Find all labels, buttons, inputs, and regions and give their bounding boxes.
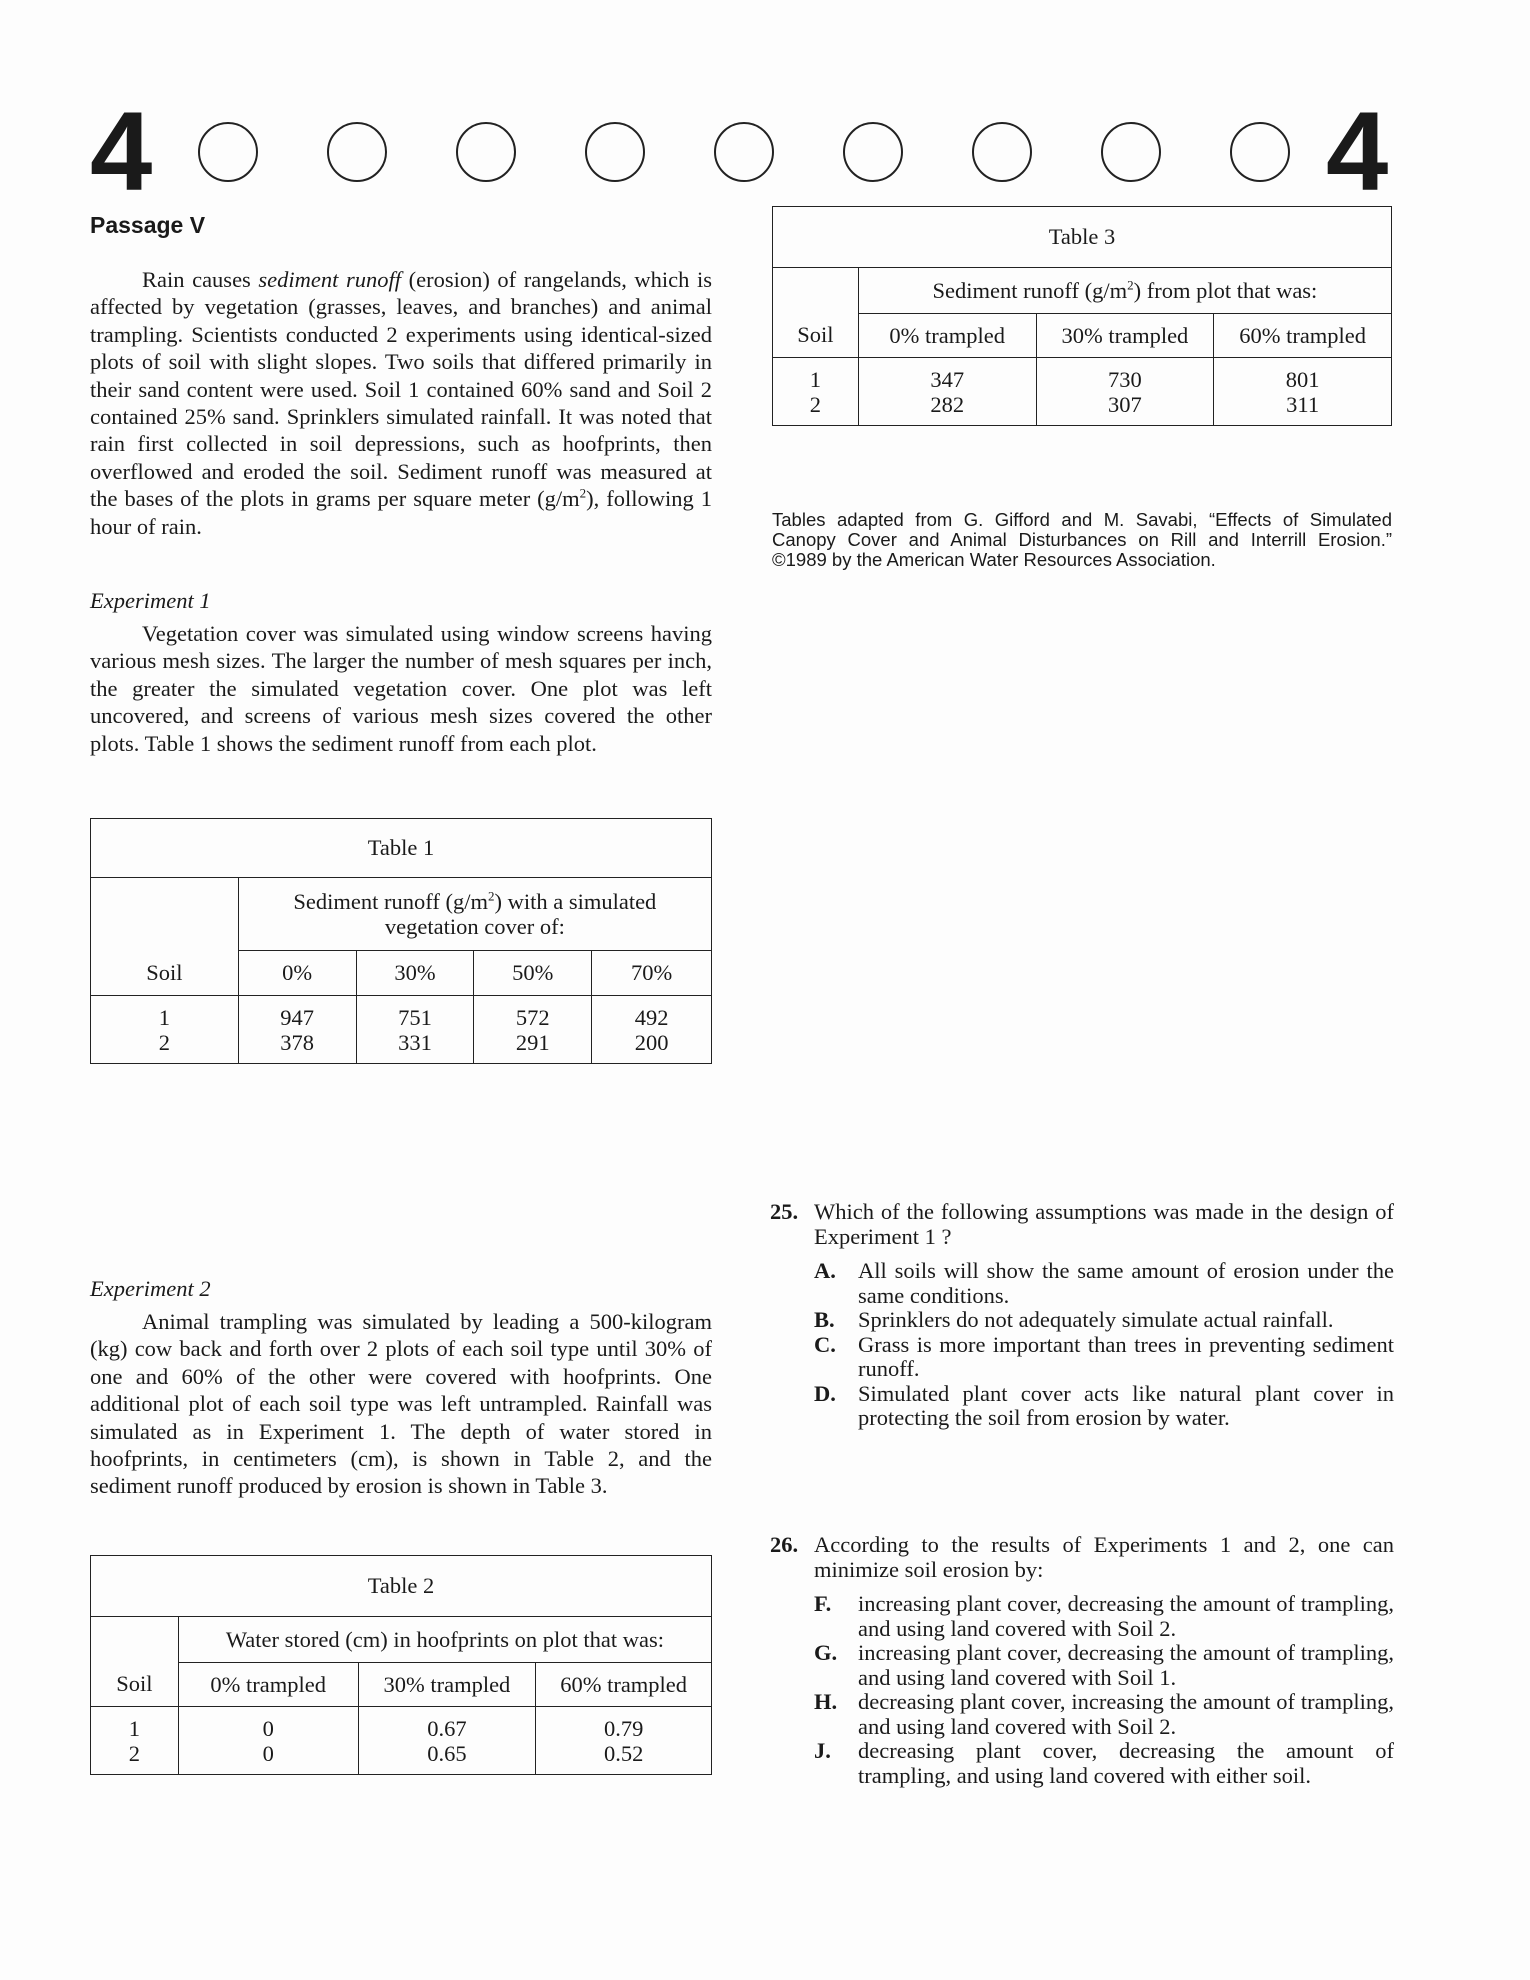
answer-option[interactable]: F. increasing plant cover, decreasing the amount of trampling, and using land covered with Soil 2. — [814, 1591, 1394, 1641]
answer-bubble-9 — [1230, 122, 1290, 182]
table-2-cell: 0.79 0.52 — [536, 1707, 712, 1775]
intro-text-3: ), following 1 hour of rain. — [90, 486, 712, 539]
passage-title: Passage V — [90, 212, 206, 238]
table-3-header: Sediment runoff $(g/m^2)$ from plot that was: — [858, 268, 1391, 314]
table-3-title: Table 3 — [773, 207, 1392, 268]
table-2-header: Water stored (cm) in hoofprints on plot that was: — [178, 1617, 711, 1663]
intro-superscript: 2 — [579, 485, 587, 501]
table-2-cell: 0.67 0.65 — [358, 1707, 536, 1775]
table-1-header: Sediment runoff $(g/m^2)$ with a simulated vegetation cover of: — [238, 878, 711, 951]
answer-bubble-4 — [585, 122, 645, 182]
table-1-cell: 947 378 — [238, 996, 356, 1064]
question-number: 26. — [770, 1532, 799, 1557]
table-3-col-header: 30% trampled — [1036, 314, 1214, 358]
intro-text-1: Rain causes — [142, 267, 259, 292]
answer-bubble-8 — [1101, 122, 1161, 182]
answer-option[interactable]: G. increasing plant cover, decreasing the amount of trampling, and using land covered with Soil 1. — [814, 1640, 1394, 1690]
table-3-cell: 730 307 — [1036, 358, 1214, 426]
table-1-cell: 572 291 — [474, 996, 592, 1064]
answer-option[interactable]: D. Simulated plant cover acts like natural plant cover in protecting the soil from erosion by water. — [814, 1380, 1394, 1430]
question-25 — [770, 1200, 1394, 1431]
table-2-col-header: 30% trampled — [358, 1663, 536, 1707]
experiment-1-text: Vegetation cover was simulated using window screens having various mesh sizes. The larger the number of mesh squares per inch, the greater the simulated vegetation cover. One plot was left uncovered, and screens of various mesh sizes covered the other plots. Table 1 shows the sediment runoff from each plot. — [90, 621, 712, 756]
table-1-col-header: 0% — [238, 951, 356, 996]
section-number-right: 4 — [1326, 89, 1389, 214]
table-3 — [772, 206, 1392, 426]
table-1-col-header: 50% — [474, 951, 592, 996]
answer-option[interactable]: A. All soils will show the same amount of erosion under the same conditions. — [814, 1258, 1394, 1308]
answer-bubble-6 — [843, 122, 903, 182]
experiment-1-title: Experiment 1 — [90, 588, 211, 613]
table-2 — [90, 1555, 712, 1775]
answer-bubble-5 — [714, 122, 774, 182]
table-1-cell: 492 200 — [592, 996, 712, 1064]
table-3-cell: 801 311 — [1214, 358, 1392, 426]
table-1-col-header: 70% — [592, 951, 712, 996]
table-3-row-header: Soil — [773, 314, 859, 358]
section-number-left: 4 — [90, 89, 153, 214]
table-2-col-header: 0% trampled — [178, 1663, 358, 1707]
question-26 — [770, 1533, 1394, 1788]
question-number: 25. — [770, 1199, 799, 1224]
answer-bubble-3 — [456, 122, 516, 182]
answer-bubble-7 — [972, 122, 1032, 182]
table-3-col-header: 60% trampled — [1214, 314, 1392, 358]
table-1-col-header: 30% — [356, 951, 474, 996]
table-3-soil-cell: 1 2 — [773, 358, 859, 426]
table-2-col-header: 60% trampled — [536, 1663, 712, 1707]
intro-term: sediment runoff — [258, 267, 401, 292]
table-1-soil-cell: 1 2 — [91, 996, 239, 1064]
table-3-cell: 347 282 — [858, 358, 1036, 426]
experiment-2-title: Experiment 2 — [90, 1276, 211, 1301]
experiment-2-text: Animal trampling was simulated by leading a 500-kilogram (kg) cow back and forth over 2 plots of each soil type until 30% of one and 60% of the other were covered with hoofprints. One additional plot of each soil type was left untrampled. Rainfall was simulated as in Experiment 1. The depth of water stored in hoofprints, in centimeters (cm), is shown in Table 2, and the sediment runoff produced by erosion is shown in Table 3. — [90, 1309, 712, 1499]
table-1-row-header: Soil — [91, 951, 239, 996]
table-1 — [90, 818, 712, 1064]
answer-option[interactable]: H. decreasing plant cover, increasing the amount of trampling, and using land covered with Soil 2. — [814, 1689, 1394, 1739]
answer-bubble-1 — [198, 122, 258, 182]
table-1-cell: 751 331 — [356, 996, 474, 1064]
answer-option[interactable]: C. Grass is more important than trees in preventing sediment runoff. — [814, 1331, 1394, 1381]
table-2-title: Table 2 — [91, 1556, 712, 1617]
answer-option[interactable]: B. Sprinklers do not adequately simulate actual rainfall. — [814, 1307, 1334, 1332]
table-1-title: Table 1 — [91, 819, 712, 878]
table-2-row-header: Soil — [91, 1663, 179, 1707]
table-2-cell: 0 0 — [178, 1707, 358, 1775]
intro-text-2: (erosion) of rangelands, which is affected by vegetation (grasses, leaves, and branches) and animal trampling. Scientists conducted 2 experiments using identical-sized plots of soil with slight slopes. Two soils that differed primarily in their sand content were used. Soil 1 contained 60% sand and Soil 2 contained 25% sand. Sprinklers simulated rainfall. It was noted that rain first collected in soil depressions, such as hoofprints, then overflowed and eroded the soil. Sediment runoff was measured at the bases of the plots in grams per square meter (g/m — [90, 267, 713, 512]
table-3-col-header: 0% trampled — [858, 314, 1036, 358]
table-credit: Tables adapted from G. Gifford and M. Savabi, “Effects of Simulated Canopy Cover and Animal Disturbances on Rill and Interrill Erosion.” ©1989 by the American Water Resources Association. — [772, 509, 1392, 570]
question-stem: Which of the following assumptions was made in the design of Experiment 1 ? — [814, 1199, 1394, 1249]
passage-intro — [90, 266, 712, 540]
question-stem: According to the results of Experiments 1 and 2, one can minimize soil erosion by: — [814, 1532, 1394, 1582]
answer-bubble-2 — [327, 122, 387, 182]
table-2-soil-cell: 1 2 — [91, 1707, 179, 1775]
answer-option[interactable]: J. decreasing plant cover, decreasing the amount of trampling, and using land covered with either soil. — [814, 1738, 1394, 1788]
